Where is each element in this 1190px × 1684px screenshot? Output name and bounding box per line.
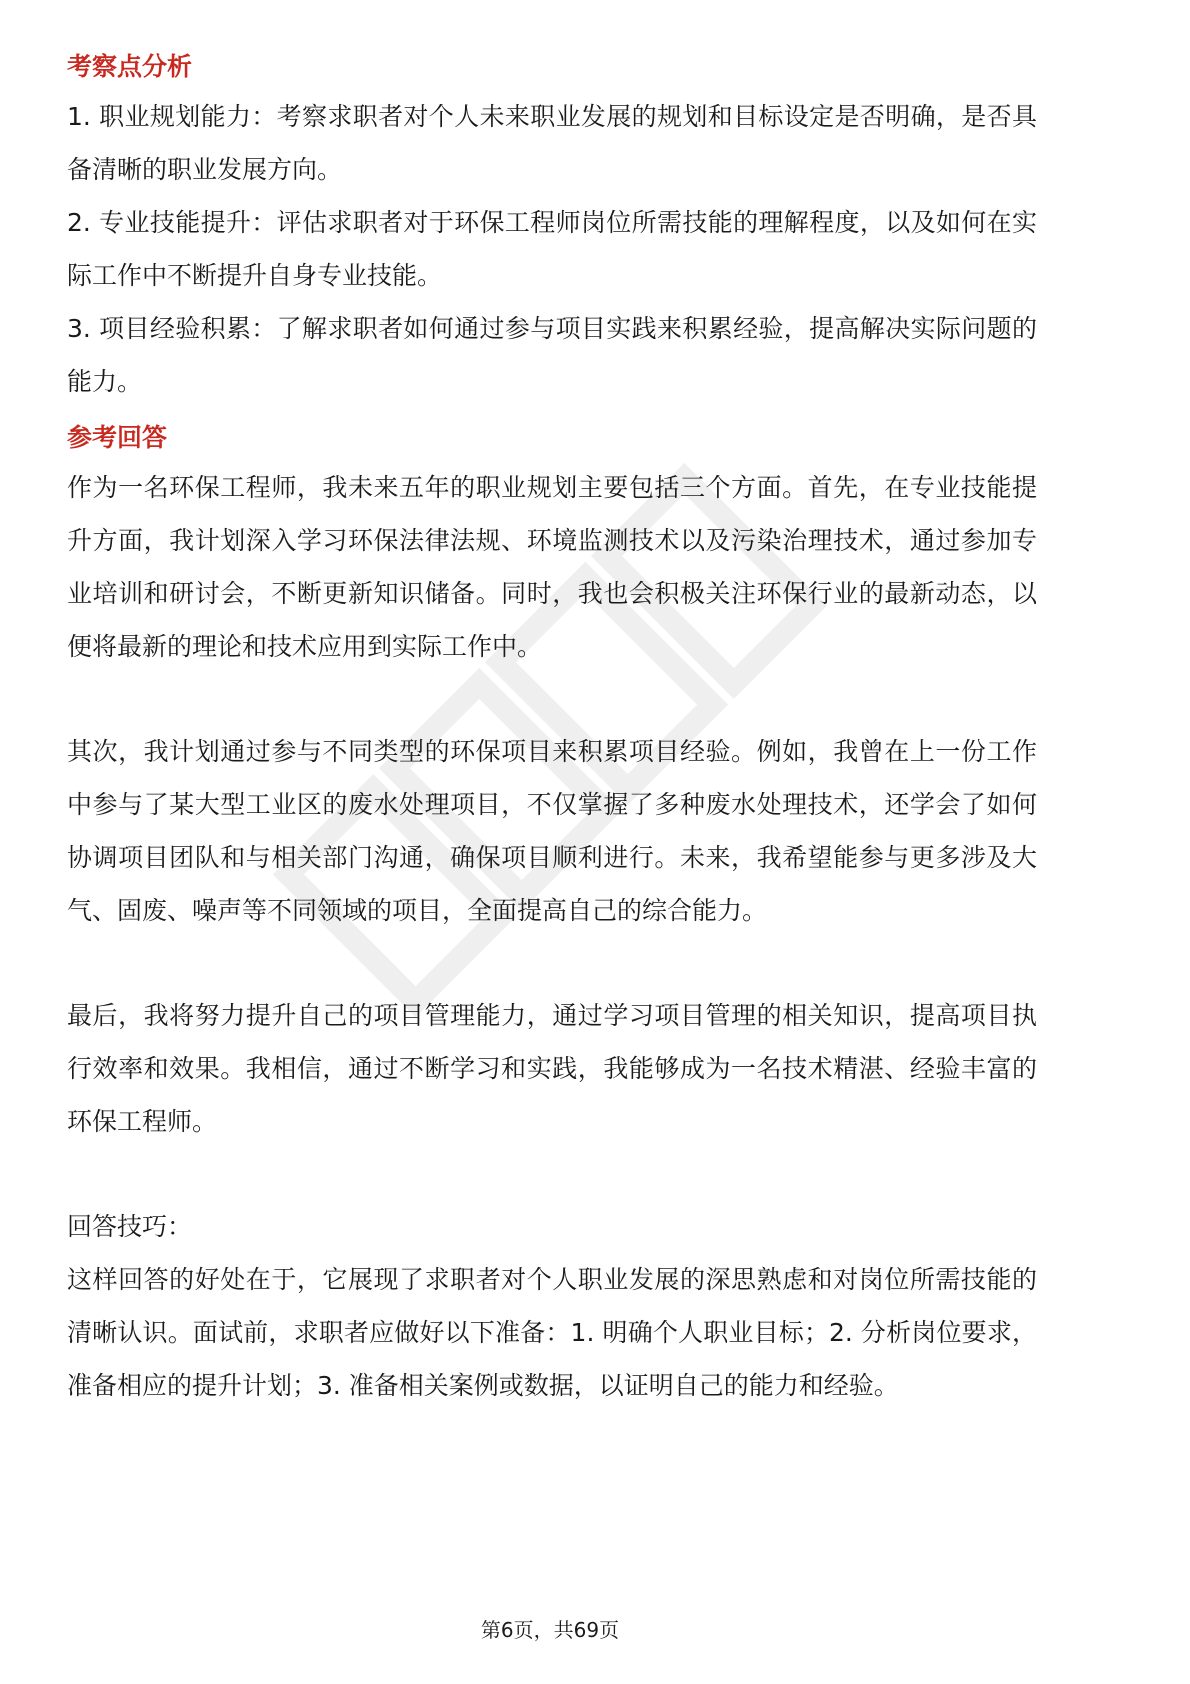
tips-heading: 回答技巧：: [67, 1212, 193, 1241]
reference-paragraph-1: 作为一名环保工程师，我未来五年的职业规划主要包括三个方面。首先，在专业技能提升方面，我计划深入学习环保法律法规、环境监测技术以及污染治理技术，通过参加专业培训和研讨会，不断更新知识储备。同时，我也会积极关注环保行业的最新动态，以便将最新的理论和技术应用到实际工作中。: [67, 473, 1037, 661]
analysis-item-1: 1. 职业规划能力：考察求职者对个人未来职业发展的规划和目标设定是否明确，是否具备清晰的职业发展方向。: [67, 102, 1037, 184]
analysis-item-3: 3. 项目经验积累：了解求职者如何通过参与项目实践来积累经验，提高解决实际问题的能力。: [67, 314, 1037, 396]
analysis-item-2: 2. 专业技能提升：评估求职者对于环保工程师岗位所需技能的理解程度，以及如何在实际工作中不断提升自身专业技能。: [67, 208, 1037, 290]
document-page: [67, 44, 1037, 1412]
tips-body: 这样回答的好处在于，它展现了求职者对个人职业发展的深思熟虑和对岗位所需技能的清晰认识。面试前，求职者应做好以下准备：1. 明确个人职业目标；2. 分析岗位要求，准备相应的提升计划；3. 准备相关案例或数据，以证明自己的能力和经验。: [67, 1265, 1037, 1400]
page-indicator: 第6页，共69页: [480, 1618, 620, 1642]
reference-paragraph-2: 其次，我计划通过参与不同类型的环保项目来积累项目经验。例如，我曾在上一份工作中参与了某大型工业区的废水处理项目，不仅掌握了多种废水处理技术，还学会了如何协调项目团队和与相关部门沟通，确保项目顺利进行。未来，我希望能参与更多涉及大气、固废、噪声等不同领域的项目，全面提高自己的综合能力。: [67, 737, 1037, 925]
reference-heading: 参考回答: [67, 423, 168, 452]
analysis-heading: 考察点分析: [67, 52, 193, 81]
reference-paragraph-3: 最后，我将努力提升自己的项目管理能力，通过学习项目管理的相关知识，提高项目执行效率和效果。我相信，通过不断学习和实践，我能够成为一名技术精湛、经验丰富的环保工程师。: [67, 1001, 1037, 1136]
